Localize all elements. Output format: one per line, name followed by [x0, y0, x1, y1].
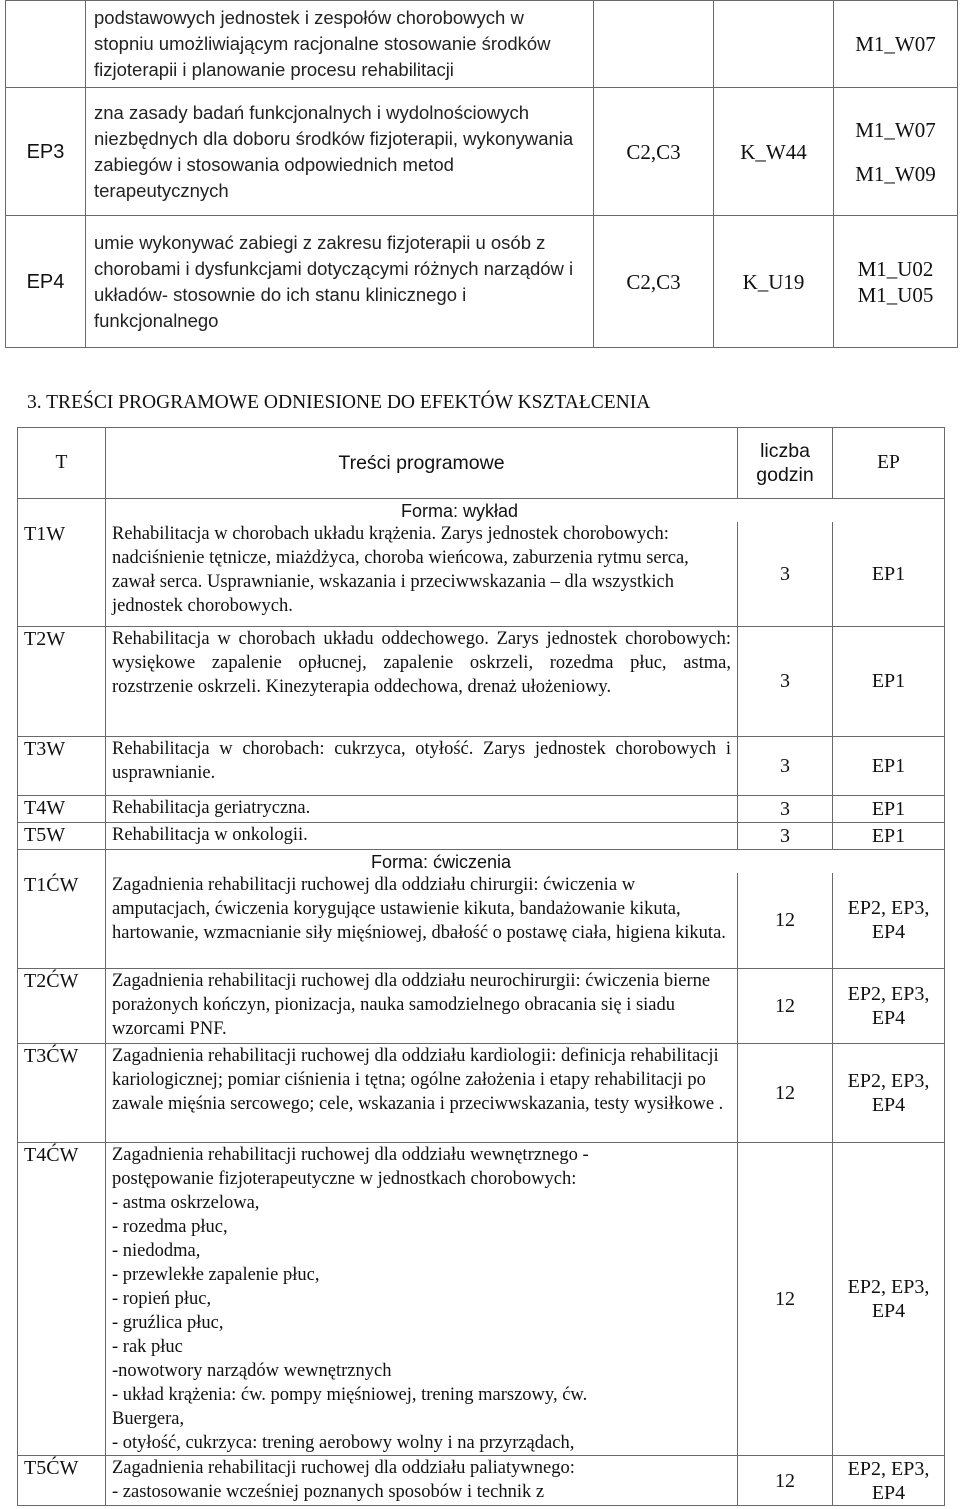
topic-content: Zagadnienia rehabilitacji ruchowej dla oddziału kardiologii: definicja rehabilitacji kariologicznej; pomiar ciśnienia i tętna; ogólne założenia i etapy rehabilitacji po zawale mięśnia sercowego; cele, wskazania i przeciwwskazania, testy wysiłkowe . [106, 1044, 738, 1143]
header-hours: liczba godzin [738, 428, 833, 499]
ep-line: EP2, EP3, [847, 983, 930, 1005]
content-line: - układ krążenia: ćw. pompy mięśniowej, trening marszowy, ćw. [112, 1385, 588, 1405]
ep-line: EP2, EP3, [847, 1276, 930, 1298]
ep-line: EP1 [871, 797, 906, 820]
topic-ep [833, 626, 945, 736]
outcome-description: zna zasady badań funkcjonalnych i wydolnościowych niezbędnych dla doboru środków fizjoterapii, wykonywania zabiegów i stosowania odpowiednich metod terapeutycznych [86, 88, 594, 216]
topic-content: Rehabilitacja w chorobach układu krążenia. Zarys jednostek chorobowych: nadciśnienie tętnicze, miażdżyca, choroba wieńcowa, zaburzenia rytmu serca, zawał serca. Usprawnianie, wskazania i przeciwwskazania – dla wszystkich jednostek chorobowych. [106, 522, 738, 626]
ep-line: EP1 [871, 824, 906, 847]
content-line: - zastosowanie wcześniej poznanych sposobów i technik z [112, 1482, 545, 1502]
area-effect: M1_W07 [855, 117, 936, 142]
form-label-exercises: Forma: ćwiczenia [106, 849, 945, 873]
outcome-direction-code [714, 1, 834, 88]
table-row [18, 873, 945, 969]
table-row [18, 795, 945, 822]
outcome-form-code: C2,C3 [594, 216, 714, 348]
content-line: postępowanie fizjoterapeutyczne w jednostkach chorobowych: [112, 1169, 577, 1189]
topic-ep [833, 1456, 945, 1506]
content-line: - ropień płuc, [112, 1289, 212, 1309]
outcome-area-effects [834, 1, 958, 88]
ep-line: EP4 [871, 1094, 906, 1116]
section-title: 3. TREŚCI PROGRAMOWE ODNIESIONE DO EFEKTÓW KSZTAŁCENIA [27, 392, 651, 413]
learning-outcomes-table [5, 0, 958, 348]
topic-content [106, 1143, 738, 1456]
content-line: Buergera, [112, 1409, 185, 1429]
ep-line: EP4 [871, 1300, 906, 1322]
topic-content: Rehabilitacja w chorobach układu oddechowego. Zarys jednostek chorobowych: wysiękowe zapalenie opłucnej, zapalenie oskrzeli, rozedma płuc, astma, rozstrzenie oskrzeli. Kinezyterapia oddechowa, drenaż ułożeniowy. [106, 626, 738, 736]
topic-hours: 3 [738, 822, 833, 849]
area-effect: M1_W07 [855, 32, 936, 56]
outcome-ep-code: EP3 [6, 88, 86, 216]
table-row [18, 626, 945, 736]
content-line: Zagadnienia rehabilitacji ruchowej dla oddziału paliatywnego: [112, 1458, 575, 1478]
topic-hours: 3 [738, 626, 833, 736]
topic-ep [833, 736, 945, 795]
content-line: - otyłość, cukrzyca: trening aerobowy wolny i na przyrządach, [112, 1433, 575, 1453]
content-line: - rozedma płuc, [112, 1217, 228, 1237]
topic-code: T2ĆW [18, 969, 106, 1044]
topic-code: T3W [18, 736, 106, 795]
outcome-description: podstawowych jednostek i zespołów chorobowych w stopniu umożliwiającym racjonalne stosowanie środków fizjoterapii i planowanie procesu rehabilitacji [86, 1, 594, 88]
topic-hours: 3 [738, 522, 833, 626]
topic-hours: 12 [738, 1044, 833, 1143]
area-effect: M1_W09 [855, 161, 936, 186]
topic-hours: 12 [738, 969, 833, 1044]
topic-content: Rehabilitacja w onkologii. [106, 822, 738, 849]
ep-line: EP4 [871, 1007, 906, 1029]
outcome-form-code [594, 1, 714, 88]
outcome-row [6, 1, 958, 88]
topic-code: T3ĆW [18, 1044, 106, 1143]
topic-code: T4ĆW [18, 1143, 106, 1456]
topic-ep [833, 873, 945, 969]
topic-hours: 12 [738, 1143, 833, 1456]
table-row [18, 1143, 945, 1456]
area-effect: M1_U05 [857, 282, 934, 307]
topic-hours: 12 [738, 1456, 833, 1506]
outcome-row [6, 88, 958, 216]
ep-line: EP4 [871, 921, 906, 944]
form-label-lecture: Forma: wykład [106, 499, 945, 523]
content-line: - rak płuc [112, 1337, 183, 1357]
topic-code: T4W [18, 795, 106, 822]
outcome-description: umie wykonywać zabiegi z zakresu fizjoterapii u osób z chorobami i dysfunkcjami dotyczącymi różnych narządów i układów- stosownie do ich stanu klinicznego i funkcjonalnego [86, 216, 594, 348]
outcome-ep-code [6, 1, 86, 88]
topic-hours: 3 [738, 795, 833, 822]
table-row [18, 822, 945, 849]
outcome-area-effects [834, 88, 958, 216]
content-line: - niedodma, [112, 1241, 201, 1261]
outcome-direction-code: K_W44 [714, 88, 834, 216]
table-header-row [18, 428, 945, 499]
area-effect: M1_U02 [857, 256, 934, 281]
table-row [18, 1044, 945, 1143]
form-row-exercises [18, 849, 945, 873]
table-row [18, 736, 945, 795]
outcome-ep-code: EP4 [6, 216, 86, 348]
form-row-lecture [18, 499, 945, 523]
content-line: Zagadnienia rehabilitacji ruchowej dla oddziału wewnętrznego - [112, 1145, 589, 1165]
content-line: - gruźlica płuc, [112, 1313, 224, 1333]
topic-content: Zagadnienia rehabilitacji ruchowej dla oddziału chirurgii: ćwiczenia w amputacjach, ćwiczenia korygujące ustawienie kikuta, bandażowanie kikuta, hartowanie, wzmacnianie siły mięśniowej, dbałość o postawę ciała, higiena kikuta. [106, 873, 738, 969]
topic-content: Rehabilitacja geriatryczna. [106, 795, 738, 822]
ep-line: EP2, EP3, [847, 1457, 930, 1480]
topic-ep [833, 522, 945, 626]
topic-code: T2W [18, 626, 106, 736]
topic-ep [833, 969, 945, 1044]
topic-content: Rehabilitacja w chorobach: cukrzyca, otyłość. Zarys jednostek chorobowych i usprawnianie. [106, 736, 738, 795]
topic-code: T5ĆW [18, 1456, 106, 1506]
content-line: -nowotwory narządów wewnętrznych [112, 1361, 392, 1381]
ep-line: EP2, EP3, [847, 897, 930, 920]
table-row [18, 1456, 945, 1506]
table-row [18, 969, 945, 1044]
topic-ep [833, 1044, 945, 1143]
header-ep: EP [833, 428, 945, 499]
outcome-area-effects [834, 216, 958, 348]
content-line: - astma oskrzelowa, [112, 1193, 260, 1213]
header-content: Treści programowe [106, 428, 738, 499]
content-line: - przewlekłe zapalenie płuc, [112, 1265, 320, 1285]
topic-code: T5W [18, 822, 106, 849]
topic-hours: 12 [738, 873, 833, 969]
topic-code: T1ĆW [18, 873, 106, 969]
topic-content [106, 1456, 738, 1506]
topic-content: Zagadnienia rehabilitacji ruchowej dla oddziału neurochirurgii: ćwiczenia bierne porażonych kończyn, pionizacja, nauka samodzielnego obracania się i siadu wzorcami PNF. [106, 969, 738, 1044]
outcome-direction-code: K_U19 [714, 216, 834, 348]
ep-line: EP1 [871, 562, 906, 585]
outcome-row [6, 216, 958, 348]
topic-ep [833, 795, 945, 822]
ep-line: EP2, EP3, [847, 1070, 930, 1092]
topic-code: T1W [18, 522, 106, 626]
ep-line: EP1 [871, 754, 906, 777]
topic-ep [833, 822, 945, 849]
ep-line: EP4 [871, 1481, 906, 1504]
header-t: T [18, 428, 106, 499]
outcome-form-code: C2,C3 [594, 88, 714, 216]
topic-hours: 3 [738, 736, 833, 795]
table-row [18, 522, 945, 626]
ep-line: EP1 [871, 670, 906, 692]
topic-ep [833, 1143, 945, 1456]
program-content-table [17, 427, 945, 1506]
